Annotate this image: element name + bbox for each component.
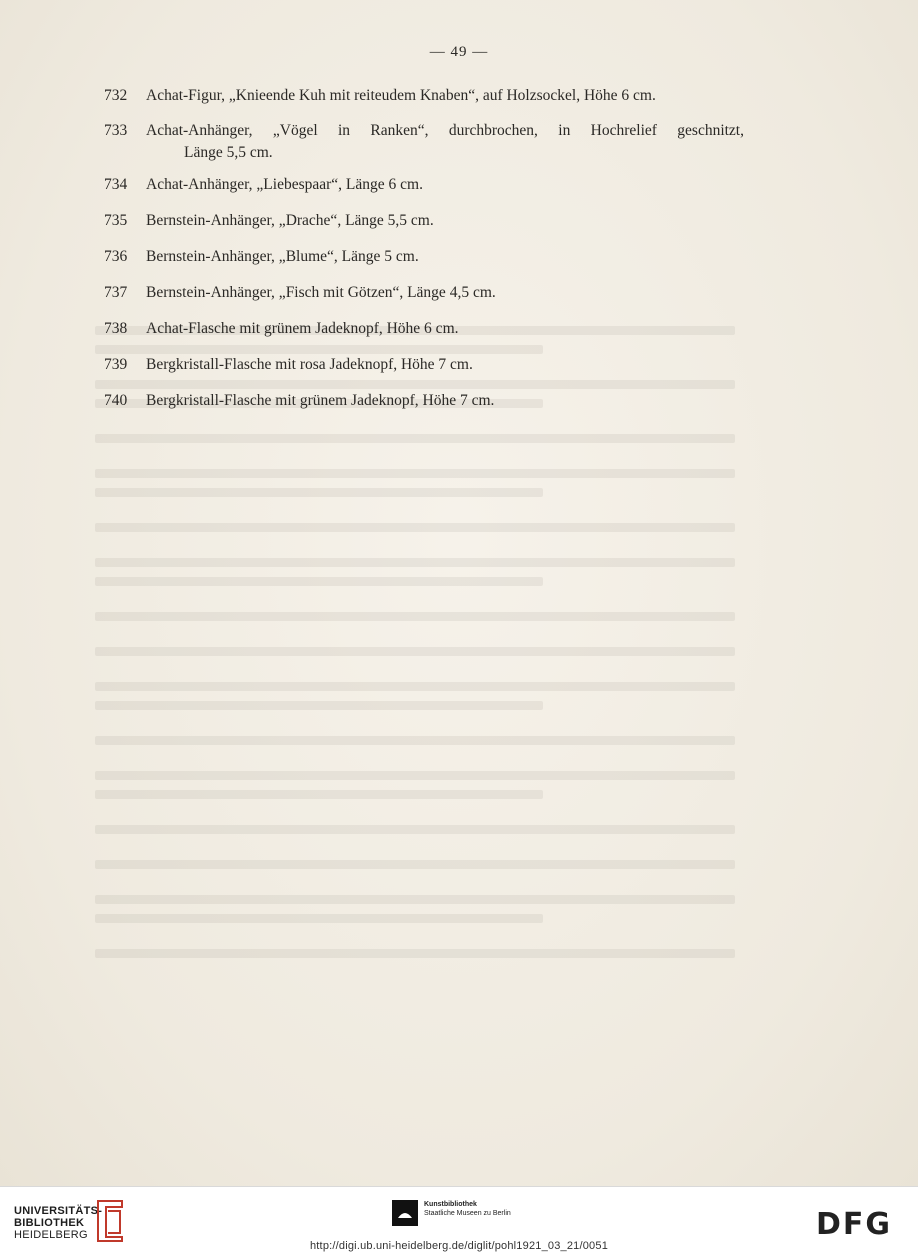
entry-text: Achat-Anhänger, „Vögel in Ranken“, durchbrochen, in Hochrelief geschnitzt, — [146, 122, 744, 139]
ub-heidelberg-logo-text[interactable] — [14, 1205, 102, 1241]
ub-line-2: BIBLIOTHEK — [14, 1217, 85, 1229]
entry-number: 737 — [104, 284, 128, 301]
catalog-entry — [104, 210, 744, 232]
entry-text: Bernstein-Anhänger, „Blume“, Länge 5 cm. — [146, 248, 419, 265]
catalog-entry — [104, 174, 744, 196]
entry-text: Bergkristall-Flasche mit grünem Jadeknopf, Höhe 7 cm. — [146, 392, 495, 409]
ub-line-3: HEIDELBERG — [14, 1229, 88, 1241]
catalog-entry — [104, 354, 744, 376]
entry-text: Bernstein-Anhänger, „Drache“, Länge 5,5 cm. — [146, 212, 434, 229]
entry-number: 732 — [104, 87, 128, 104]
catalog-entry — [104, 120, 744, 164]
entry-number: 735 — [104, 212, 128, 229]
entry-continuation: Länge 5,5 cm. — [184, 144, 273, 161]
kb-line-2: Staatliche Museen zu Berlin — [424, 1210, 511, 1217]
entry-text: Bernstein-Anhänger, „Fisch mit Götzen“, Länge 4,5 cm. — [146, 284, 496, 301]
ub-heidelberg-logo-icon — [94, 1197, 126, 1243]
catalog-entry — [104, 282, 744, 304]
dfg-logo[interactable]: DFG — [816, 1207, 893, 1242]
digitization-footer — [0, 1186, 918, 1255]
catalog-entry — [104, 246, 744, 268]
entry-number: 740 — [104, 392, 128, 409]
permalink-url[interactable]: http://digi.ub.uni-heidelberg.de/diglit/pohl1921_03_21/0051 — [309, 1240, 609, 1252]
kunstbibliothek-logo-icon — [392, 1200, 418, 1226]
entry-number: 734 — [104, 176, 128, 193]
entry-text: Achat-Flasche mit grünem Jadeknopf, Höhe 6 cm. — [146, 320, 459, 337]
entry-number: 736 — [104, 248, 128, 265]
page-number: — 49 — — [429, 44, 489, 60]
bleed-through-text — [95, 300, 735, 1120]
ub-line-1: UNIVERSITÄTS- — [14, 1205, 103, 1217]
kb-line-1: Kunstbibliothek — [424, 1201, 477, 1208]
entry-text: Bergkristall-Flasche mit rosa Jadeknopf, Höhe 7 cm. — [146, 356, 473, 373]
catalog-entry — [104, 390, 744, 412]
entry-number: 733 — [104, 122, 128, 139]
catalog-entry — [104, 85, 744, 107]
kunstbibliothek-label[interactable] — [424, 1200, 511, 1218]
catalog-entry — [104, 318, 744, 340]
entry-text: Achat-Anhänger, „Liebespaar“, Länge 6 cm. — [146, 176, 423, 193]
entry-text: Achat-Figur, „Knieende Kuh mit reiteudem Knaben“, auf Holzsockel, Höhe 6 cm. — [146, 87, 656, 104]
entry-number: 739 — [104, 356, 128, 373]
entry-number: 738 — [104, 320, 128, 337]
